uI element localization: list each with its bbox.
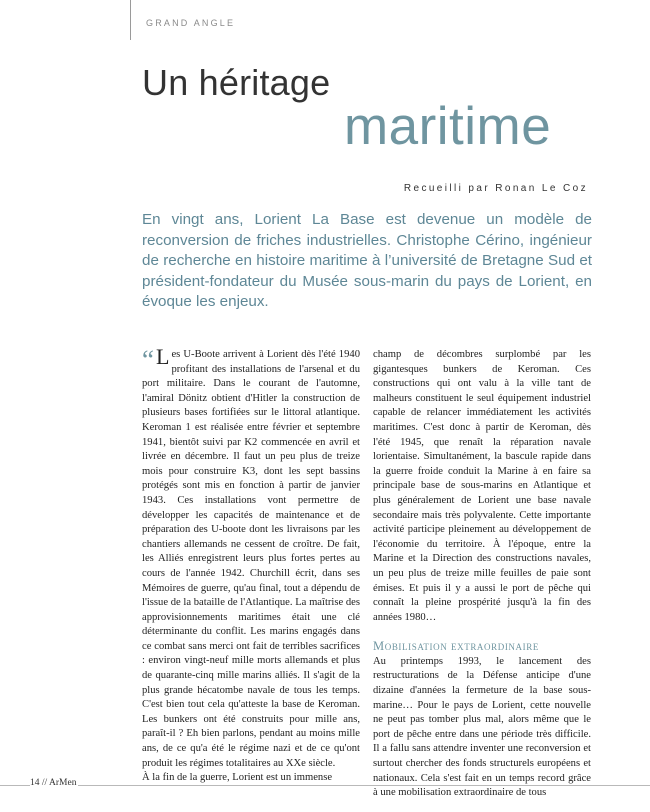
section-label: GRAND ANGLE	[146, 18, 236, 28]
body-text-2: champ de décombres surplombé par les gigantesques bunkers de Keroman. Ces constructions qui ont valu à la ville tant de malheurs constituent le seul équipement industriel capable de relancer immédiatement les activités maritimes. C'est donc à partir de Keroman, dès l'été 1945, que renaît la réparation navale lorientaise. Simultanément, la bascule rapide dans la guerre froide conduit la Marine à en faire sa principale base de sous-marins en Atlantique et plus généralement de Lorient une base navale secondaire mais très polyvalente. Cette importante activité participe pleinement au développement de l'économie du territoire. À l'époque, entre la Marine et la Direction des constructions navales, un peu plus de treize mille feuilles de paie sont émises. Et puis il y a aussi le port de pêche qui connaît la pleine prospérité jusqu'à la fin des années 1980…	[373, 349, 591, 623]
header-rule	[130, 0, 131, 40]
footer-rule	[0, 785, 650, 786]
subheading: Mobilisation extraordinaire	[373, 639, 539, 654]
body-text-1-last: À la fin de la guerre, Lorient est un immense	[142, 772, 333, 784]
page-folio: 14 // ArMen	[30, 778, 77, 788]
title-line-1: Un héritage	[142, 62, 331, 103]
intro-paragraph: En vingt ans, Lorient La Base est devenue un modèle de reconversion de friches industrielles. Christophe Cérino, ingénieur de recherche en histoire maritime à l’université de Bretagne Sud et président-fondateur du Musée sous-marin du pays de Lorient, en évoque les enjeux.	[142, 211, 592, 310]
drop-cap: L	[155, 344, 170, 369]
body-text-2b: Au printemps 1993, le lancement des restructurations de la Défense anticipe d'une dizaine d'années la fermeture de la base sous-marine… Pour le pays de Lorient, cette nouvelle ne peut pas tomber plus mal, alors même que le port de pêche entre dans une période très difficile. Il a fallu sans attendre inventer une reconversion et surtout chercher des fonds structurels européens et nationaux. Cela s'est fait en un temps record grâce à une mobilisation extraordinaire de tous	[373, 655, 591, 799]
byline: Recueilli par Ronan Le Coz	[403, 183, 588, 194]
body-column-2	[373, 348, 591, 801]
title-line-2: maritime	[344, 97, 552, 156]
body-text-1: es U-Boote arrivent à Lorient dès l'été 1940 profitant des installations de l'arsenal et du port militaire. Dans le courant de l'automne, l'amiral Dönitz obtient d'Hitler la construction de plusieurs bases fortifiées sur le littoral atlantique. Keroman 1 est réalisée entre février et septembre 1941, bientôt suivi par K2 commencée en avril et livrée en décembre. Il faut un peu plus de treize mois pour construire K3, dont les sept bassins protégés sont mis en fonction à partir de janvier 1943. Ces installations vont permettre de développer les capacités de maintenance et de préparation des U-boote dont les livraisons par les chantiers allemands ne cessent de croître. De fait, les Alliés enregistrent leurs plus fortes pertes au cours de l'année 1942. Churchill écrit, dans ses Mémoires de guerre, qu'au final, tout a dépendu de l'issue de la bataille de l'Atlantique. La maîtrise des approvisionnements maritimes était une clé déterminante du conflit. Les marins engagés dans ce combat sans merci ont fait de terribles sacrifices : environ vingt-neuf mille morts allemands et plus de quarante-cinq mille marins alliés. Il s'agit de la plus grande hécatombe navale de tous les temps. C'est bien tout cela qu'atteste la base de Keroman. Les bunkers ont été construits pour mille ans, paraît-il ? Eh bien parlons, pendant au moins mille ans, de ce qu'a été le régime nazi et de ce qu'ont produit les régimes totalitaires au XXe siècle.	[142, 349, 360, 769]
open-quote-mark: “	[142, 345, 154, 375]
body-column-1	[142, 344, 360, 786]
